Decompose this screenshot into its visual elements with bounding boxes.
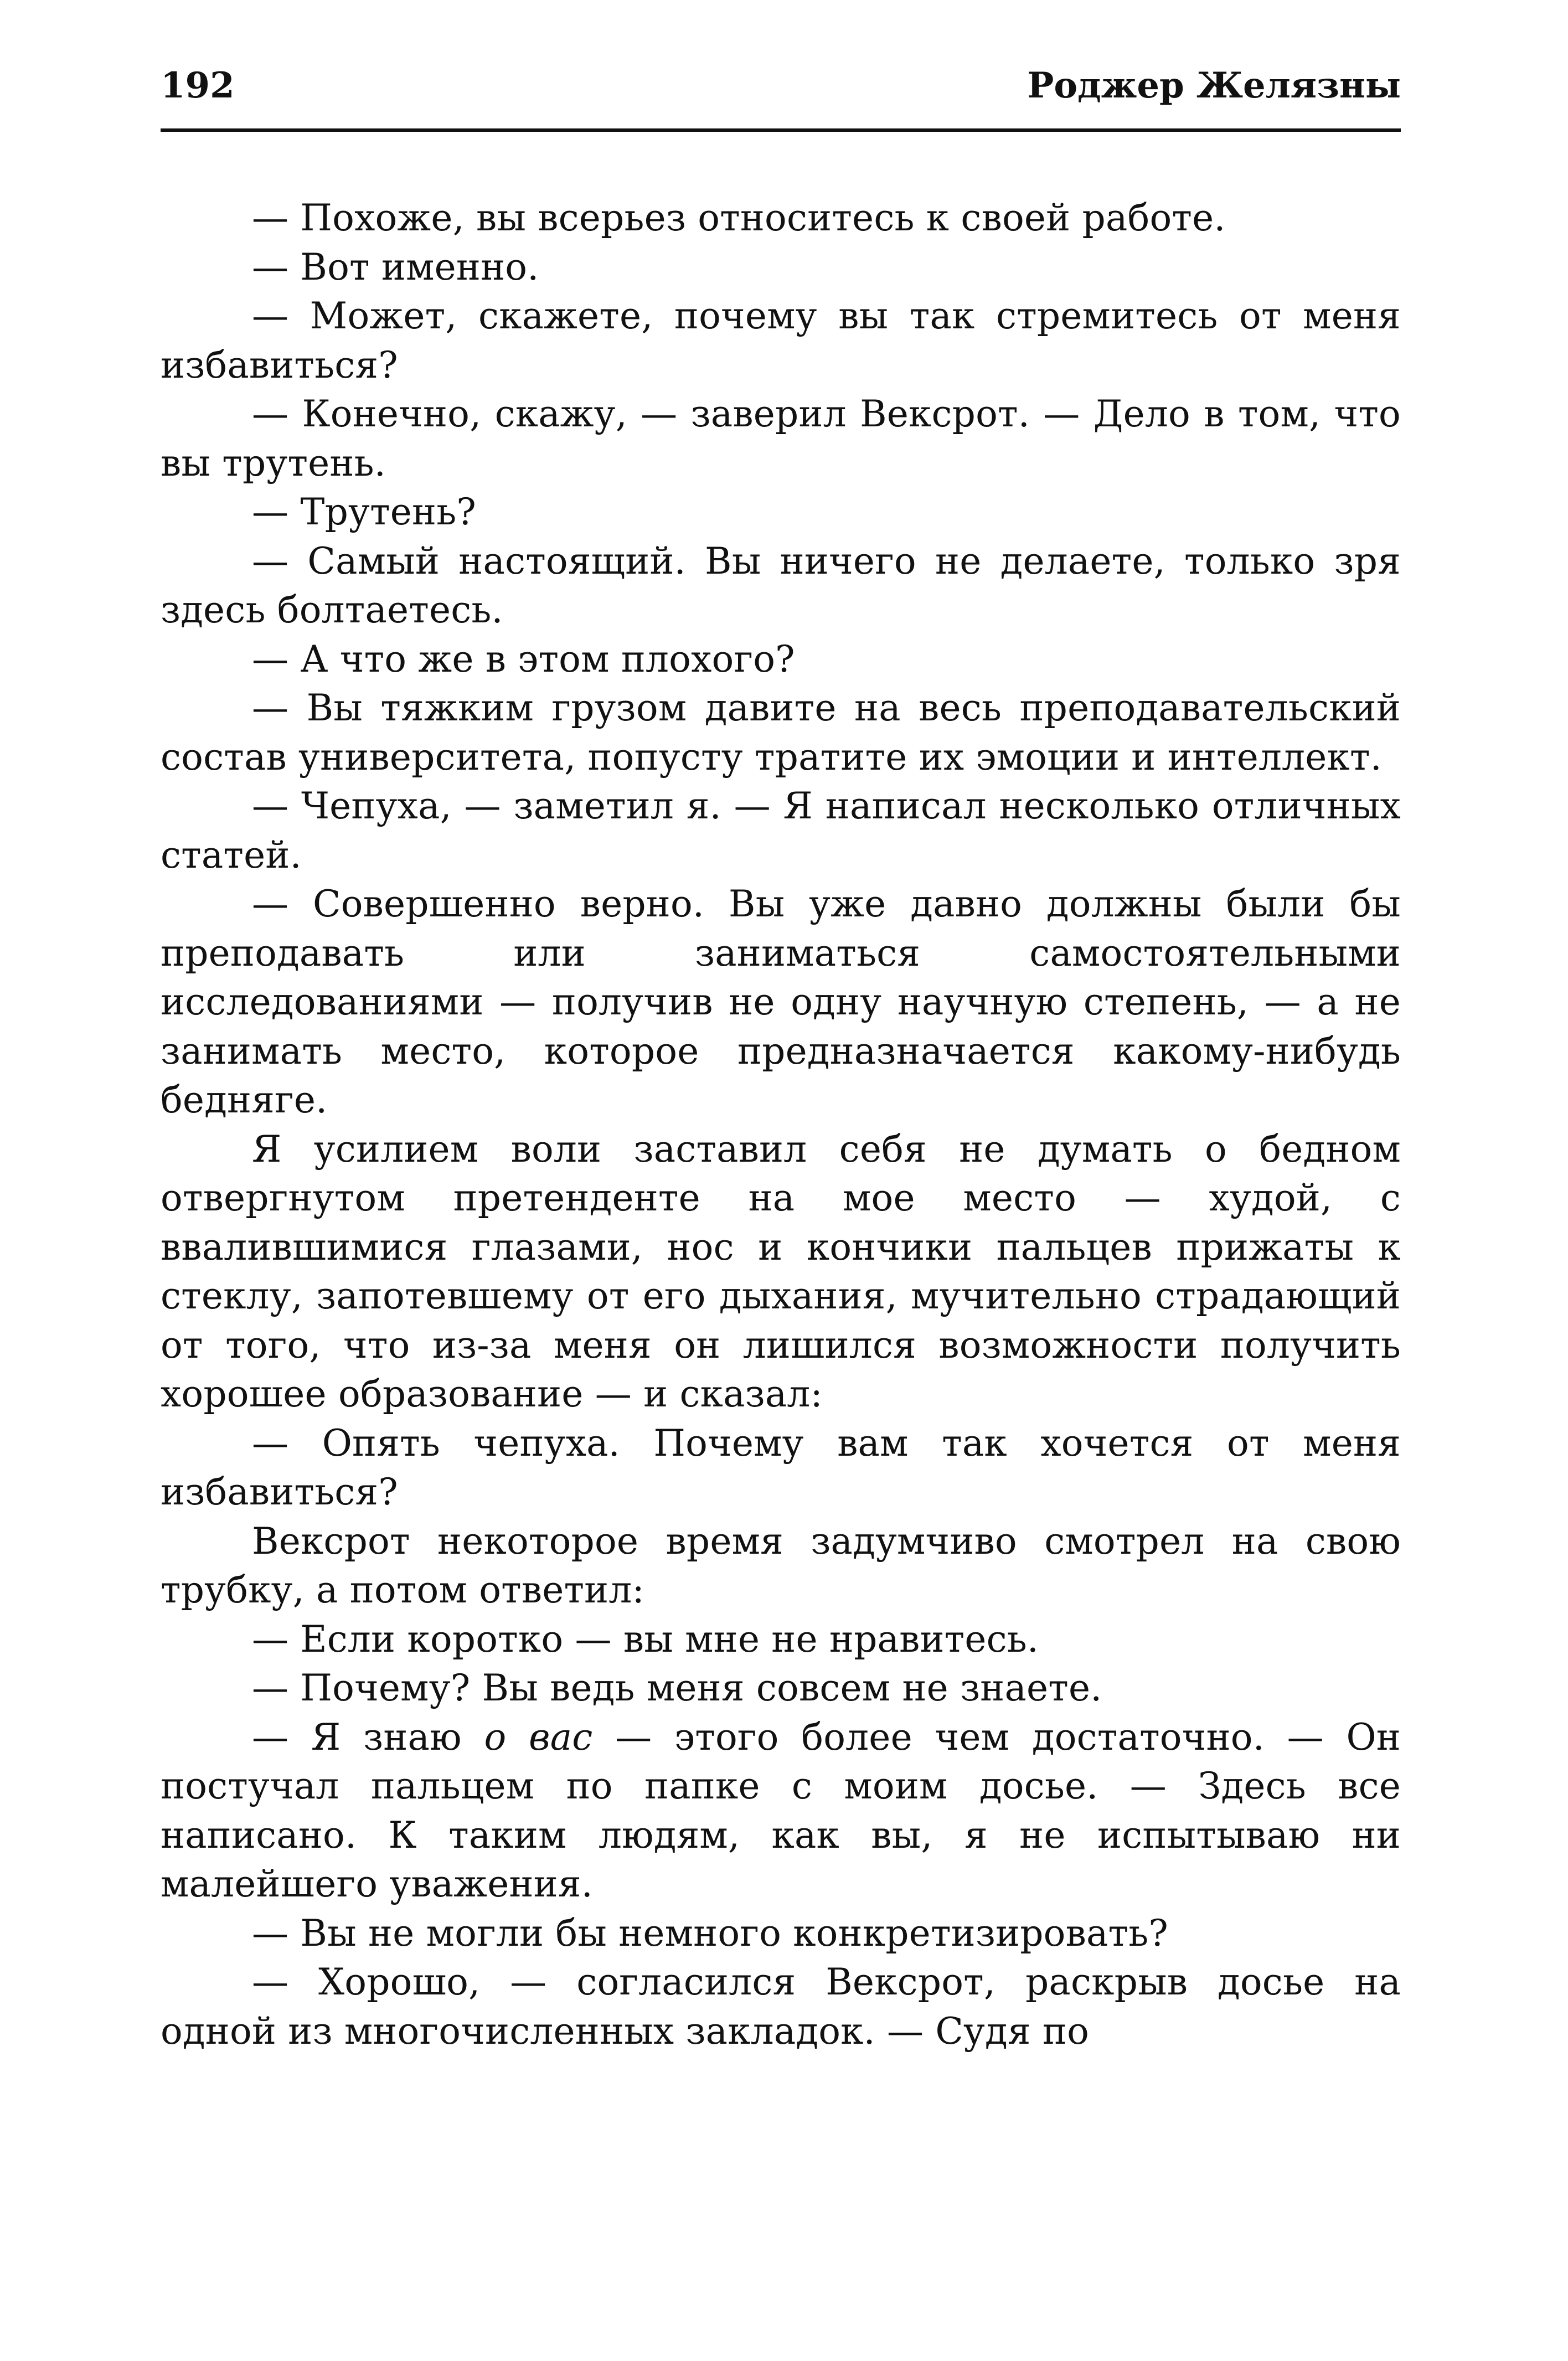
- paragraph: — Самый настоящий. Вы ничего не делаете, только зря здесь болтаетесь.: [161, 539, 1401, 631]
- paragraph: — Если коротко — вы мне не нравитесь.: [252, 1617, 1039, 1661]
- page-header: [161, 53, 1401, 119]
- paragraph: — Вот именно.: [252, 245, 539, 288]
- paragraph: — Вы не могли бы немного конкретизировать?: [252, 1911, 1168, 1955]
- paragraph: — Конечно, скажу, — заверил Вексрот. — Дело в том, что вы трутень.: [161, 393, 1401, 484]
- running-head-author: Роджер Желязны: [1027, 65, 1401, 106]
- paragraph: — Вы тяжким грузом давите на весь преподавательский состав университета, попусту тратите их эмоции и интеллект.: [161, 687, 1401, 779]
- paragraph-text: — этого более чем достаточно. — Он постучал пальцем по папке с моим досье. — Здесь все написано. К таким людям, как вы, я не испытываю ни малейшего уважения.: [161, 1715, 1401, 1905]
- paragraph: Я усилием воли заставил себя не думать о бедном отвергнутом претенденте на мое место — худой, с ввалившимися глазами, нос и кончики пальцев прижаты к стеклу, запотевшему от его дыхания, мучительно страдающий от того, что из-за меня он лишился возможности получить хорошее образование — и сказал:: [161, 1127, 1401, 1415]
- paragraph: — Почему? Вы ведь меня совсем не знаете.: [252, 1667, 1102, 1709]
- paragraph: — Чепуха, — заметил я. — Я написал несколько отличных статей.: [161, 785, 1401, 877]
- body-text: [161, 194, 1401, 2056]
- paragraph: — Трутень?: [252, 491, 476, 533]
- paragraph: — Может, скажете, почему вы так стремитесь от меня избавиться?: [161, 295, 1401, 386]
- page-number: 192: [161, 65, 235, 106]
- header-rule: [161, 128, 1401, 132]
- paragraph: — А что же в этом плохого?: [252, 637, 795, 681]
- paragraph: — Похоже, вы всерьез относитесь к своей работе.: [252, 197, 1226, 239]
- book-page: [161, 0, 1401, 2361]
- paragraph: — Совершенно верно. Вы уже давно должны были бы преподавать или заниматься самостоятельными исследованиями — получив не одну научную степень, — а не занимать место, которое предназначается какому-нибудь бедняге.: [161, 883, 1401, 1121]
- paragraph: — Опять чепуха. Почему вам так хочется от меня избавиться?: [161, 1421, 1401, 1513]
- paragraph: — Хорошо, — согласился Вексрот, раскрыв досье на одной из многочисленных закладок. — Судя по: [161, 1961, 1401, 2053]
- paragraph: Вексрот некоторое время задумчиво смотрел на свою трубку, а потом ответил:: [161, 1519, 1401, 1611]
- italic-emphasis: о вас: [484, 1715, 593, 1759]
- paragraph-text: — Я знаю: [252, 1715, 484, 1759]
- paragraph: [161, 1713, 1401, 1909]
